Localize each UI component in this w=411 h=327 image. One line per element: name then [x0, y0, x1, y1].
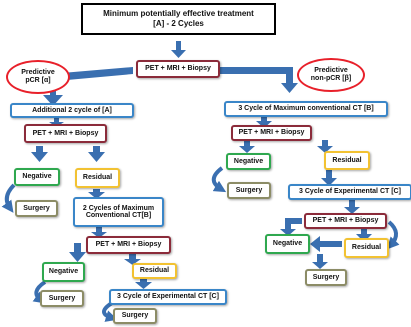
predictive-pcr-oval: [6, 60, 70, 94]
curved-arrow-negative-to-surgery: [7, 185, 14, 208]
left-test-label: PET + MRI + Biopsy: [32, 129, 99, 137]
arrow-root-to-right: [220, 67, 298, 93]
arrow-right-experimental-to-pet2: [344, 199, 360, 214]
left-surgery3-label: Surgery: [121, 312, 149, 320]
left-test2-box: [86, 236, 171, 254]
right-negative-label: Negative: [233, 157, 264, 165]
curved-arrow-experimental-to-surgery3: [104, 303, 112, 318]
left-oval-line1: Predictive: [21, 69, 55, 77]
left-next-treatment-line1: 2 Cycles of Maximum: [82, 204, 155, 212]
predictive-non-pcr-oval: [297, 58, 365, 92]
right-surgery-box: [227, 182, 271, 199]
right-negative-box: [226, 153, 271, 170]
left-surgery-label: Surgery: [23, 204, 50, 212]
right-test-label: PET + MRI + Biopsy: [238, 129, 305, 137]
left-surgery2-label: Surgery: [48, 294, 76, 302]
right-surgery2-label: Surgery: [312, 273, 340, 281]
left-experimental-box: [109, 289, 227, 305]
right-test2-label: PET + MRI + Biopsy: [312, 217, 379, 225]
left-negative2-box: [42, 262, 85, 282]
right-treatment-label: 3 Cycle of Maximum conventional CT [B]: [238, 105, 374, 113]
root-test-label: PET + MRI + Biopsy: [145, 65, 211, 73]
right-residual-label: Residual: [332, 156, 362, 164]
arrow-pet2-to-negative2: [69, 243, 86, 262]
left-experimental-label: 3 Cycle of Experimental CT [C]: [117, 293, 219, 301]
right-negative2-label: Negative: [272, 240, 303, 248]
arrow-pet-to-residual: [88, 146, 105, 162]
right-experimental-label: 3 Cycle of Experimental CT [C]: [299, 188, 401, 196]
top-title-line1: Minimum potentially effective treatment: [103, 8, 254, 18]
top-treatment-box: [81, 3, 276, 35]
curved-arrow-right-pet2-to-residual2: [389, 222, 396, 245]
arrow-top-to-root: [171, 41, 186, 58]
arrow-right-residual2-to-negative2: [310, 236, 342, 252]
right-residual-box: [324, 151, 370, 170]
right-surgery-label: Surgery: [235, 186, 263, 194]
right-oval-line1: Predictive: [314, 67, 348, 75]
left-treatment-box: [10, 103, 134, 118]
left-oval-line2: pCR [α]: [25, 77, 51, 84]
left-surgery-box: [15, 200, 58, 217]
right-test2-box: [304, 213, 387, 229]
right-residual2-box: [344, 238, 389, 258]
left-surgery3-box: [113, 308, 157, 324]
left-negative2-label: Negative: [48, 268, 79, 276]
left-next-treatment-box: [73, 197, 164, 227]
left-surgery2-box: [40, 290, 84, 307]
right-residual2-label: Residual: [351, 244, 382, 252]
left-negative-label: Negative: [22, 173, 52, 181]
right-negative2-box: [265, 234, 310, 254]
arrow-right-pet-to-negative: [239, 140, 255, 153]
left-residual2-box: [132, 263, 177, 279]
left-test2-label: PET + MRI + Biopsy: [95, 241, 162, 249]
arrow-pet-to-negative: [31, 146, 48, 162]
left-next-treatment-line2: Conventional CT[B]: [85, 212, 152, 219]
arrow-right-to-surgery2: [312, 254, 328, 269]
right-test-box: [231, 125, 312, 141]
right-oval-line2: non-pCR [β]: [310, 75, 352, 82]
left-test-box: [24, 124, 107, 143]
left-treatment-label: Additional 2 cycle of [A]: [32, 106, 112, 114]
left-residual-label: Residual: [82, 174, 113, 182]
right-surgery2-box: [305, 269, 347, 286]
curved-arrow-right-negative-to-surgery: [214, 168, 222, 189]
right-experimental-box: [288, 184, 411, 200]
left-residual-box: [75, 168, 120, 188]
top-title-line2: [A] - 2 Cycles: [153, 19, 204, 28]
left-negative-box: [14, 168, 60, 186]
left-residual2-label: Residual: [139, 267, 170, 275]
root-test-box: [136, 60, 220, 78]
right-treatment-box: [224, 101, 388, 117]
